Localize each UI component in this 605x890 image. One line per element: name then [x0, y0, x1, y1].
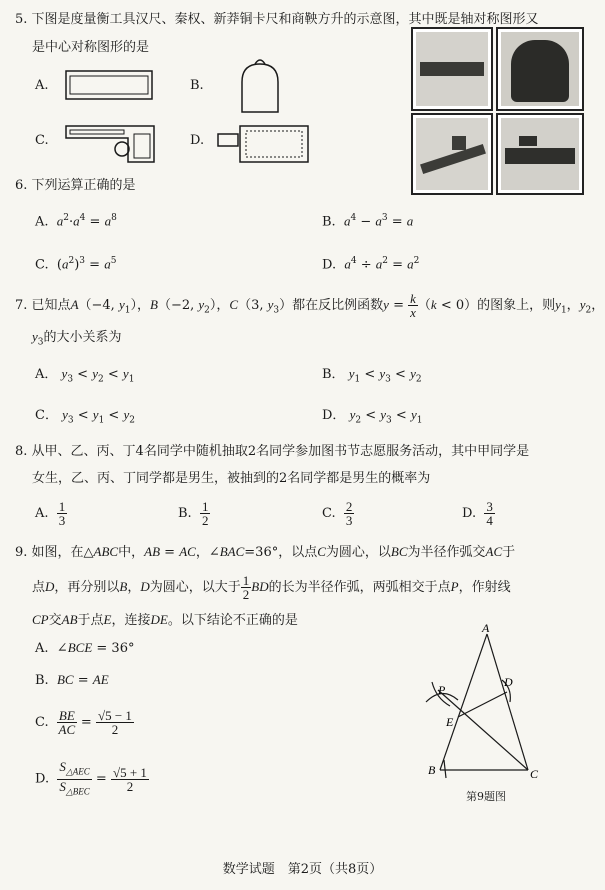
shang-yang-sheng-drawing — [212, 122, 312, 166]
q7-option-b: B． $y_1 < y_3 < y_2$ — [322, 366, 422, 385]
q6-option-d: D. $a^4 \div a^2 = a^2$ — [322, 256, 420, 273]
bronze-caliper-drawing — [64, 122, 160, 166]
label-c: C — [530, 767, 539, 781]
q9-option-a: A. ∠BCE = 36° — [35, 640, 135, 656]
q8-line2: 女生，乙、丙、丁同学都是男生，被抽到的2名同学都是男生的概率为 — [32, 471, 431, 486]
q7-option-d: D． $y_2 < y_3 < y_1$ — [322, 407, 423, 426]
q9-option-d: D. $\frac{S_{\triangle AEC}}{S_{\triangle BEC}}$ = $\frac{√5 + 1}{2}$ — [35, 759, 147, 797]
q9-triangle-figure — [420, 620, 570, 790]
q5-option-c: C. — [35, 133, 49, 148]
q5-option-d: D. — [190, 133, 205, 148]
q8-option-d: D. $\frac{3}{4}$ — [462, 499, 493, 528]
q9-line2: 点D，再分别以B，D为圆心，以大于 $\frac{1}{2}$ BD的长为半径作弧，两弧相交于点P，作射线 — [32, 573, 511, 602]
label-a: A — [482, 621, 490, 635]
label-e: E — [446, 715, 454, 729]
q5-line2: 是中心对称图形的是 — [32, 40, 150, 55]
page-footer: 数学试题 第2页（共8页） — [222, 862, 383, 877]
label-d: D — [504, 675, 513, 689]
han-ruler-drawing — [64, 67, 156, 103]
q9-option-c: C. $\frac{BE}{AC}$ = $\frac{√5 - 1}{2}$ — [35, 708, 132, 737]
q6-stem: 6. 下列运算正确的是 — [15, 178, 136, 193]
shang-yang-sheng-photo — [496, 113, 584, 195]
q8-option-c: C. $\frac{2}{3}$ — [322, 499, 353, 528]
q9-line1: 9. 如图，在△ABC中，AB = AC，∠BAC=36°，以点C为圆心，以BC为半径作弧交AC于 — [15, 544, 516, 560]
label-b: B — [428, 763, 436, 777]
bronze-caliper-photo — [411, 113, 493, 195]
q6-option-b: B. $a^4 - a^3 = a$ — [322, 213, 414, 230]
label-p: P — [438, 683, 446, 697]
q5-option-b: B. — [190, 78, 204, 93]
q6-option-c: C. $(a^2)^3 = a^5$ — [35, 256, 117, 273]
q7-line2: $y_3$的大小关系为 — [32, 329, 122, 348]
q9-line3: CP交AB于点E，连接DE。以下结论不正确的是 — [32, 612, 298, 628]
q6-option-a: A. $a^2\cdot a^4 = a^8$ — [35, 213, 117, 230]
qin-weight-photo — [496, 27, 584, 111]
han-ruler-photo — [411, 27, 493, 111]
q8-option-b: B. $\frac{1}{2}$ — [178, 499, 209, 528]
q5-line1: 5. 下图是度量衡工具汉尺、秦权、新莽铜卡尺和商鞅方升的示意图，其中既是轴对称图形又 — [15, 12, 539, 27]
q8-line1: 8. 从甲、乙、丙、丁4名同学中随机抽取2名同学参加图书节志愿服务活动，其中甲同学是 — [15, 444, 530, 459]
qin-weight-drawing — [236, 54, 284, 116]
q7-option-a: A． $y_3 < y_2 < y_1$ — [35, 366, 135, 385]
q9-option-b: B. BC = AE — [35, 672, 109, 688]
q9-figure-caption: 第9题图 — [466, 790, 506, 803]
q8-option-a: A. $\frac{1}{3}$ — [35, 499, 66, 528]
q7-option-c: C． $y_3 < y_1 < y_2$ — [35, 407, 135, 426]
q5-option-a: A. — [35, 78, 49, 93]
q7-line1: 7. 已知点A（−4, $y_1$），B（−2, $y_2$），C（3, $y_3$）都在反比例函数y = $\frac{k}{x}$ （k < 0）的图象上，则$y_1$，$y_2$， — [15, 291, 605, 320]
